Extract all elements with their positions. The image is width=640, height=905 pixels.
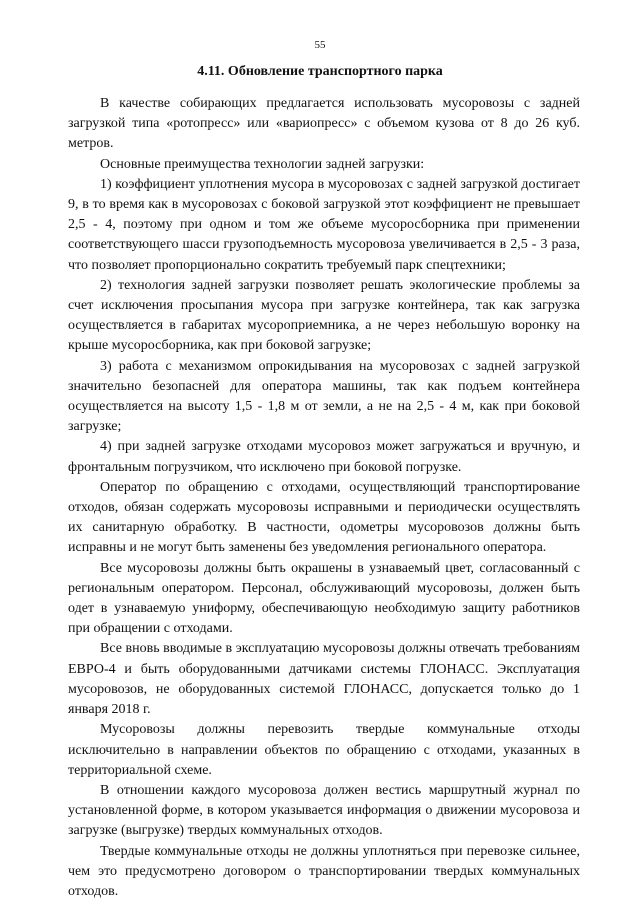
section-title: 4.11. Обновление транспортного парка [197, 64, 443, 79]
paragraph-compaction: Твердые коммунальные отходы не должны уплотняться при перевозке сильнее, чем это предусмотрено договором о транспортировании твердых коммунальных отходов. [68, 843, 580, 899]
paragraph-color: Все мусоровозы должны быть окрашены в узнаваемый цвет, согласованный с региональным оператором. Персонал, обслуживающий мусоровозы, должен быть одет в узнаваемую униформу, обеспечивающую необходимую защиту работников при обращении с отходами. [68, 560, 580, 637]
paragraph-item-4: 4) при задней загрузке отходами мусоровоз может загружаться и вручную, и фронтальным погрузчиком, что исключено при боковой погрузке. [68, 439, 580, 475]
paragraph-operator: Оператор по обращению с отходами, осуществляющий транспортирование отходов, обязан содержать мусоровозы исправными и периодически осуществлять их санитарную обработку. В частности, одометры мусоровозов должны быть исправны и не могут быть заменены без уведомления регионального оператора. [68, 479, 580, 556]
page-number: 55 [314, 39, 326, 51]
paragraph-item-1: 1) коэффициент уплотнения мусора в мусоровозах с задней загрузкой достигает 9, в то время как в мусоровозах с боковой загрузкой этот коэффициент не превышает 2,5 - 4, поэтому при одном и том же объеме мусоросборника при применении соответствующего шасси грузоподъемность мусоровоза увеличивается в 2,5 - 3 раза, что позволяет пропорционально сократить требуемый парк спецтехники; [68, 176, 580, 273]
paragraph-item-3: 3) работа с механизмом опрокидывания на мусоровозах с задней загрузкой значительно безопасней для оператора машины, так как подъем контейнера осуществляется на высоту 1,5 - 1,8 м от земли, а не на 2,5 - 4 м, как при боковой загрузке; [68, 358, 580, 435]
paragraph-advantages-heading: Основные преимущества технологии задней загрузки: [100, 156, 425, 172]
paragraph-euro4: Все вновь вводимые в эксплуатацию мусоровозы должны отвечать требованиям ЕВРО-4 и быть оборудованными датчиками системы ГЛОНАСС. Эксплуатация мусоровозов, не оборудованных системой ГЛОНАСС, допускается только до 1 января 2018 г. [68, 641, 580, 718]
paragraph-item-2: 2) технология задней загрузки позволяет решать экологические проблемы за счет исключения просыпания мусора при загрузке контейнера, так как загрузка осуществляется в габаритах мусороприемника, а не через небольшую воронку на крыше мусоросборника, как при боковой загрузке; [68, 277, 580, 354]
paragraph-intro: В качестве собирающих предлагается использовать мусоровозы с задней загрузкой типа «ротопресс» или «вариопресс» с объемом кузова от 8 до 26 куб. метров. [68, 96, 580, 152]
body-text [68, 94, 580, 902]
paragraph-transport: Мусоровозы должны перевозить твердые коммунальные отходы исключительно в направлении объектов по обращению с отходами, указанных в территориальной схеме. [68, 722, 580, 778]
paragraph-journal: В отношении каждого мусоровоза должен вестись маршрутный журнал по установленной форме, в котором указывается информация о движении мусоровоза и загрузке (выгрузке) твердых коммунальных отходов. [68, 782, 580, 839]
